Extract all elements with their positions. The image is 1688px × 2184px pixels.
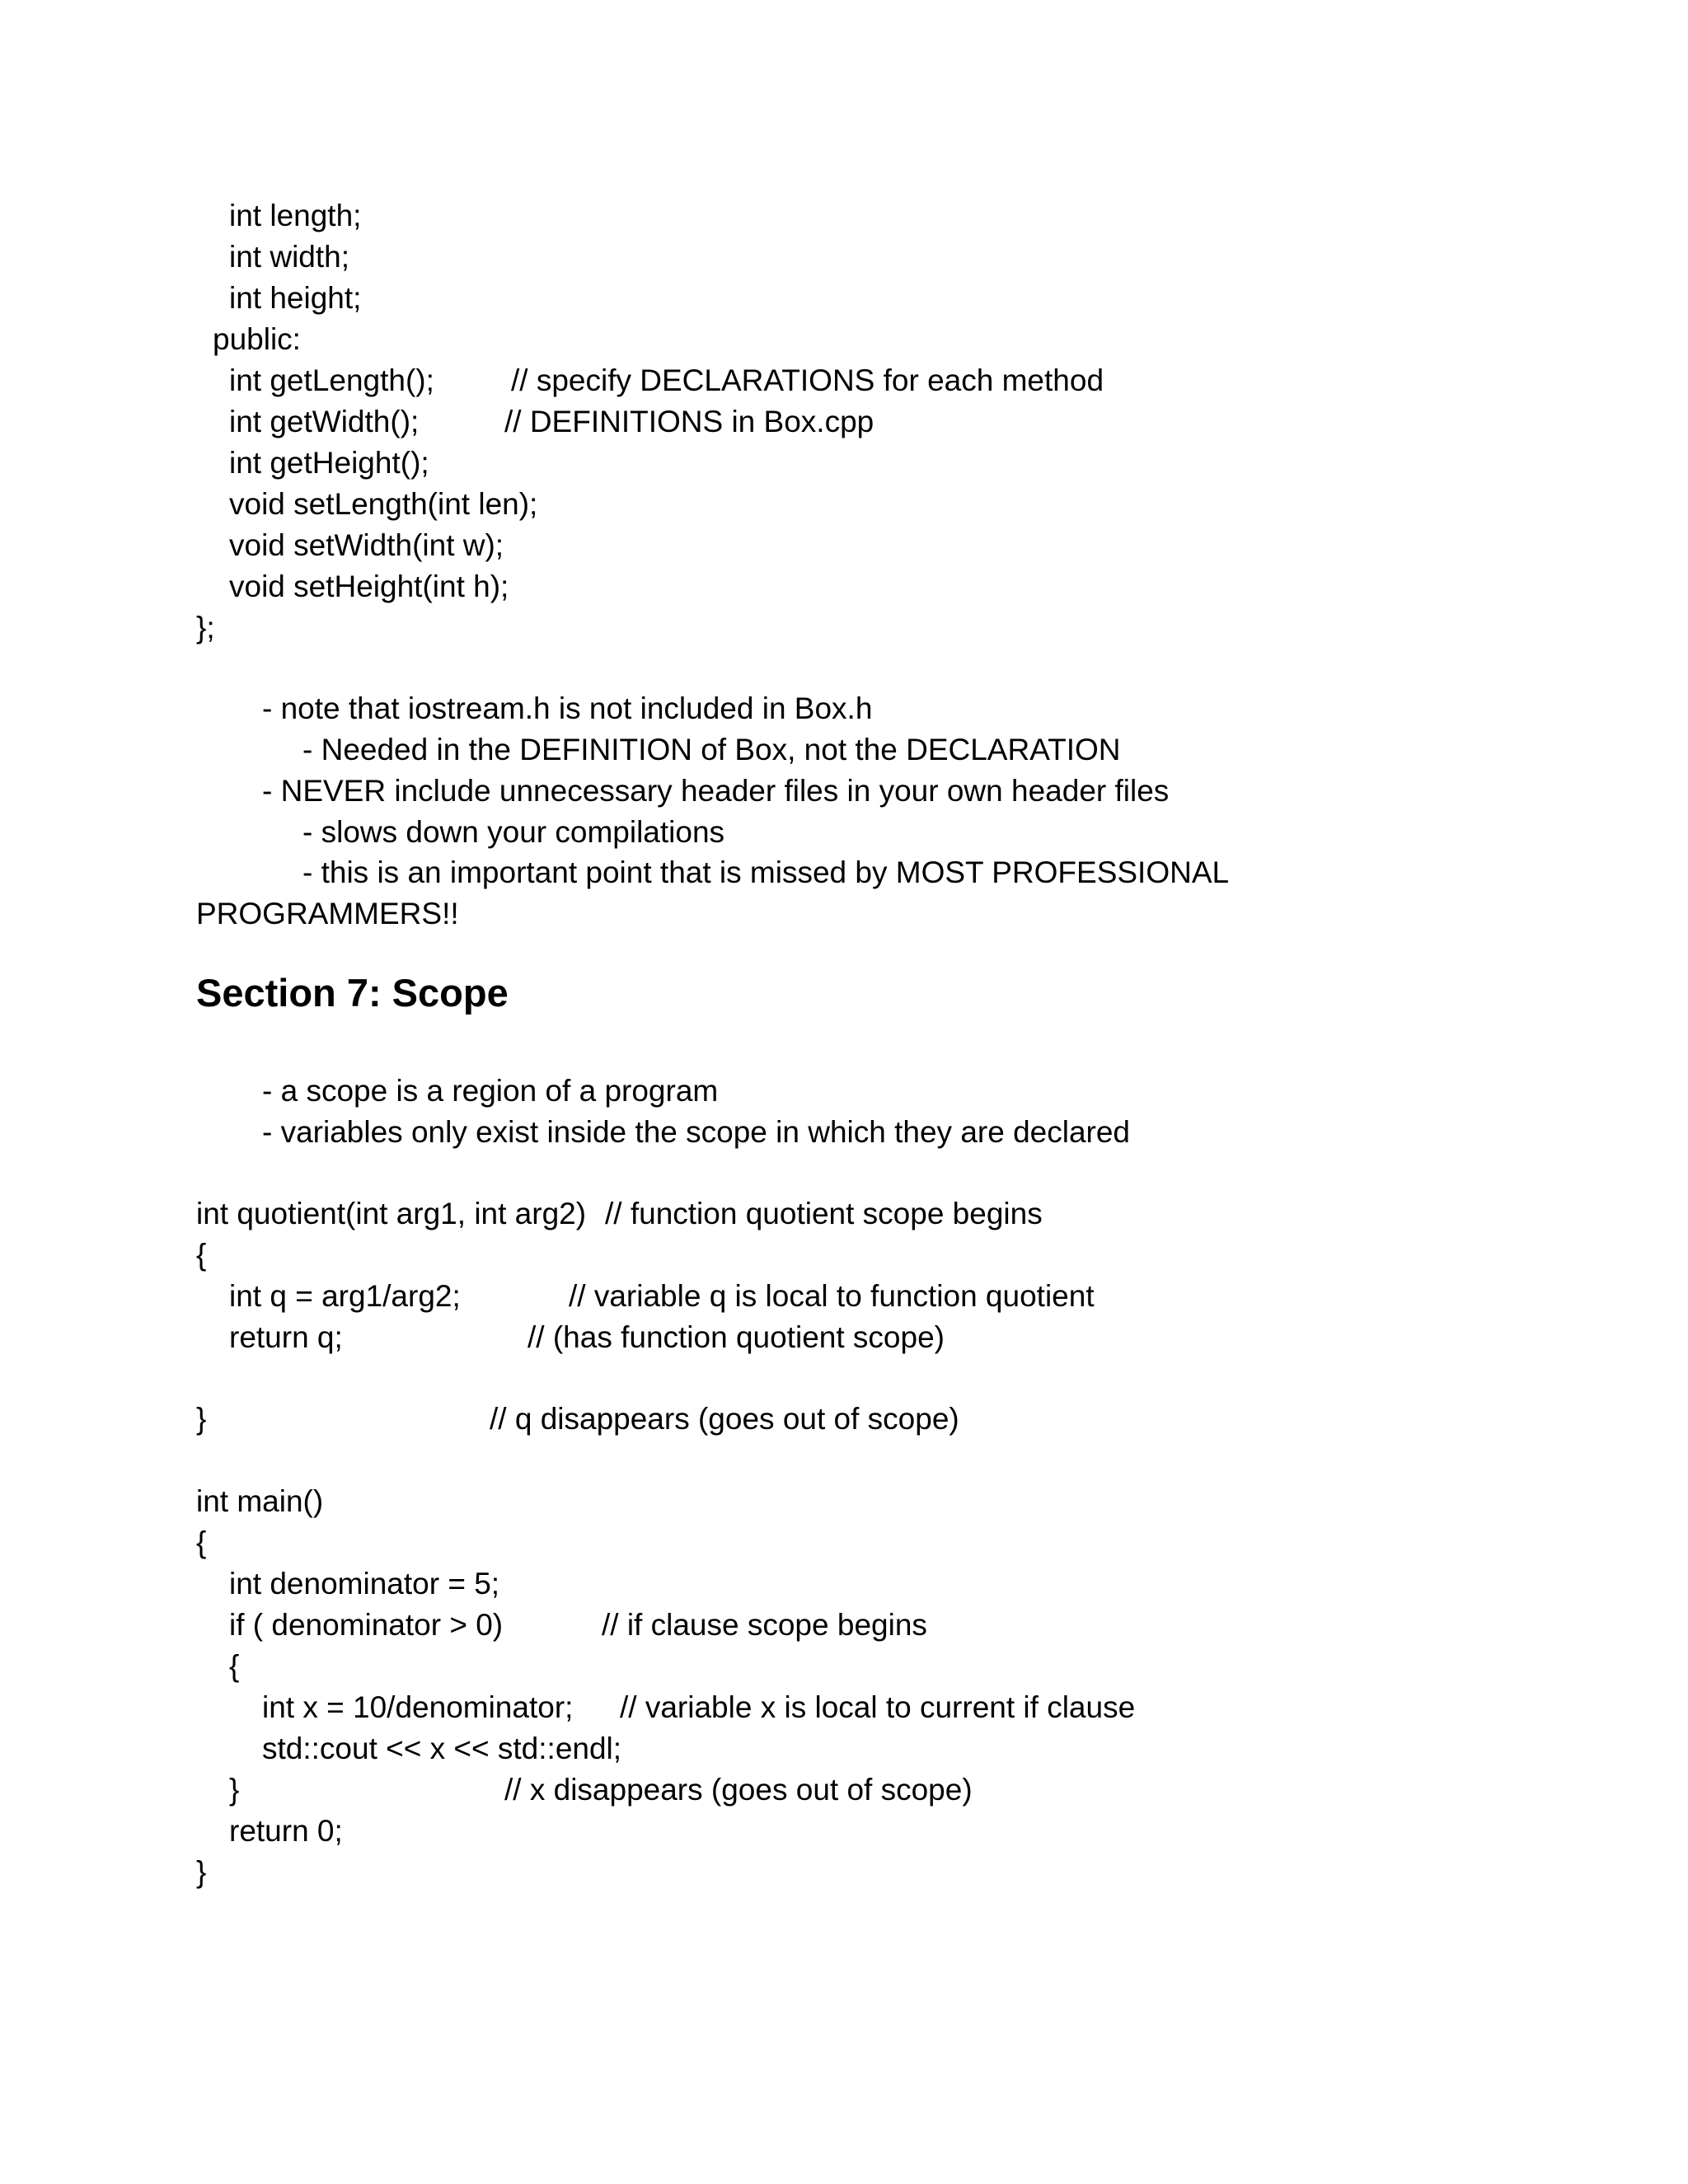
code-line: int height; — [229, 281, 362, 315]
code-line: if ( denominator > 0) — [229, 1608, 504, 1642]
code-line: } — [196, 1855, 207, 1889]
code-line: public: — [213, 322, 301, 356]
code-line: void setWidth(int w); — [229, 528, 504, 562]
code-line: int getHeight(); — [229, 446, 429, 480]
code-line: void setHeight(int h); — [229, 569, 509, 603]
code-line: { — [196, 1238, 207, 1272]
code-line: int denominator = 5; — [229, 1567, 500, 1601]
code-line: void setLength(int len); — [229, 487, 538, 521]
code-comment: // specify DECLARATIONS for each method — [511, 363, 1104, 397]
note-bullet: - note that iostream.h is not included in Box.h — [262, 691, 873, 725]
code-line: int main() — [196, 1484, 324, 1518]
code-line: { — [229, 1649, 240, 1683]
code-comment: // DEFINITIONS in Box.cpp — [504, 405, 874, 438]
section-bullet: - a scope is a region of a program — [262, 1074, 719, 1108]
code-line: } — [229, 1773, 240, 1807]
code-comment: // variable x is local to current if clause — [620, 1690, 1136, 1724]
code-line: int getLength(); — [229, 363, 434, 397]
note-subbullet: - Needed in the DEFINITION of Box, not the DECLARATION — [302, 733, 1121, 766]
code-line: int q = arg1/arg2; — [229, 1279, 461, 1313]
code-comment: // function quotient scope begins — [605, 1197, 1043, 1230]
code-line: int getWidth(); — [229, 405, 420, 438]
code-line: int x = 10/denominator; — [262, 1690, 574, 1724]
section-bullet: - variables only exist inside the scope in which they are declared — [262, 1115, 1131, 1149]
code-comment: // x disappears (goes out of scope) — [504, 1773, 973, 1807]
code-line: { — [196, 1526, 207, 1559]
code-comment: // if clause scope begins — [602, 1608, 927, 1642]
section-heading: Section 7: Scope — [196, 971, 509, 1015]
code-comment: // variable q is local to function quotient — [569, 1279, 1095, 1313]
note-bullet: - NEVER include unnecessary header files in your own header files — [262, 774, 1170, 808]
code-comment: // (has function quotient scope) — [528, 1320, 945, 1354]
code-line: } — [196, 1402, 207, 1436]
code-line: return 0; — [229, 1814, 343, 1848]
note-subbullet: - this is an important point that is missed by MOST PROFESSIONAL — [302, 855, 1230, 889]
note-continuation: PROGRAMMERS!! — [196, 897, 459, 930]
code-line: int length; — [229, 199, 362, 232]
code-line: int quotient(int arg1, int arg2) — [196, 1197, 587, 1230]
code-line: std::cout << x << std::endl; — [262, 1732, 622, 1765]
note-subbullet: - slows down your compilations — [302, 815, 725, 849]
code-line: }; — [196, 611, 215, 644]
code-line: int width; — [229, 240, 350, 274]
code-line: return q; — [229, 1320, 343, 1354]
code-comment: // q disappears (goes out of scope) — [490, 1402, 959, 1436]
